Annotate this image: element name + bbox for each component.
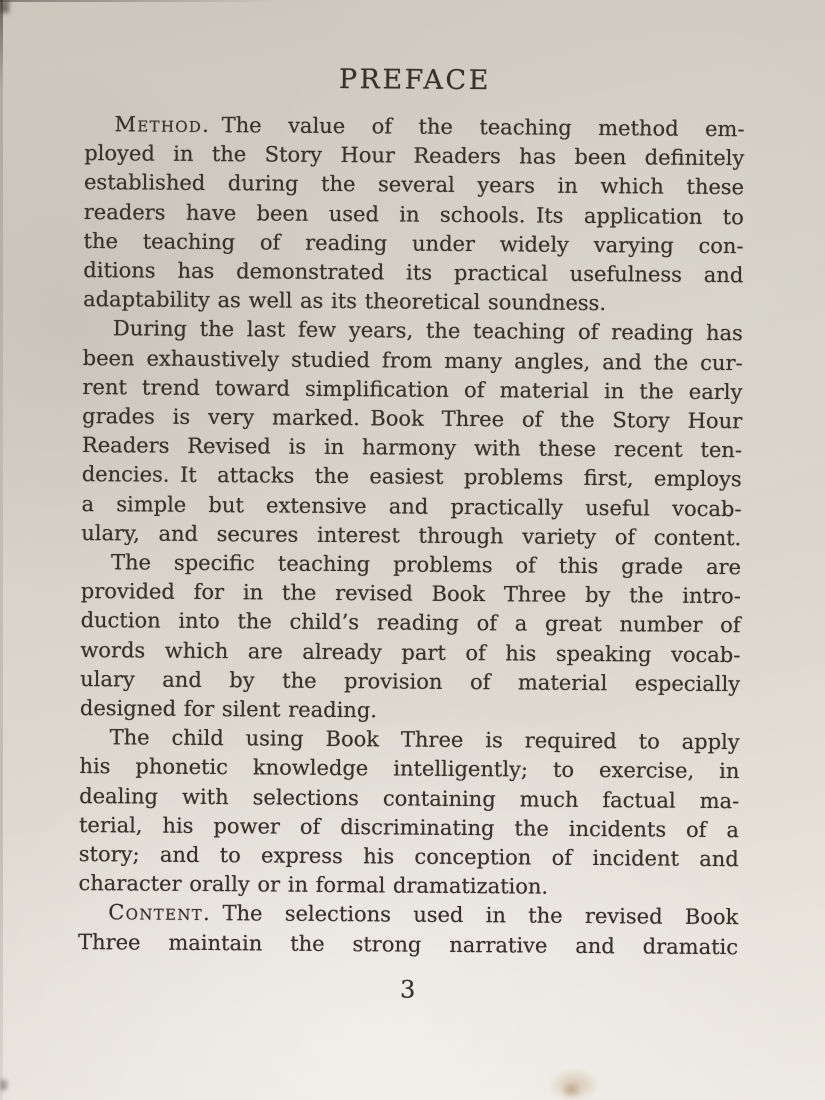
text-line: established during the several years in which these (83, 170, 745, 200)
text-line: ployed in the Story Hour Readers has been definitely (84, 141, 745, 171)
page-content (78, 62, 745, 1006)
page-title: PREFACE (338, 63, 491, 97)
text-line: duction into the child’s reading of a great number of (80, 608, 741, 638)
text-line: ulary, and secures interest through variety of content. (81, 520, 742, 551)
text-line: dencies. It attacks the easiest problems first, employs (81, 462, 742, 492)
text-line: ulary and by the provision of material especially (80, 666, 741, 697)
small-caps-lead: Method. (114, 112, 211, 137)
text-line: been exhaustively studied from many angles, and the cur- (82, 345, 743, 375)
text-line: adaptability as well as its theoretical soundness. (83, 287, 607, 316)
paragraph-content (78, 898, 738, 962)
corner-dark-mark-top-left (0, 0, 9, 13)
text-line: words which are already part of his speaking vocab- (80, 637, 741, 667)
corner-dark-mark-bottom-left (0, 1080, 7, 1090)
paragraph-method (83, 110, 745, 320)
text-line: character orally or in formal dramatization. (78, 871, 549, 899)
text-line (78, 898, 738, 932)
text-line: rent trend toward simplification of material in the early (82, 374, 743, 405)
text-line: story; and to express his conception of incident and (78, 842, 739, 872)
text-line: ditions has demonstrated its practical usefulness and (83, 258, 744, 288)
page-number: 3 (399, 975, 416, 1004)
page-edge-shadow-left (0, 0, 3, 1100)
paper-stain-core (560, 1082, 582, 1098)
text-line: grades is very marked. Book Three of the Story Hour (82, 404, 743, 434)
text-line: Readers Revised is in harmony with these recent ten- (81, 433, 743, 463)
paragraph-specific-problems (80, 548, 741, 728)
text-line: a simple but extensive and practically useful vocab- (81, 491, 742, 521)
text-line: dealing with selections containing much factual ma- (79, 783, 740, 813)
text-line: The specific teaching problems of this grade are (110, 550, 742, 580)
text-line: Three maintain the strong narrative and dramatic (77, 929, 739, 959)
paragraph-child-skills (78, 723, 739, 903)
text-line: provided for in the revised Book Three by the intro- (80, 579, 741, 609)
small-caps-lead: Content. (108, 900, 212, 926)
line-text: The value of the teaching method em- (221, 113, 745, 142)
text-line: terial, his power of discriminating the incidents of a (78, 812, 740, 843)
text-line: designed for silent reading. (79, 696, 378, 723)
preface-body (78, 110, 745, 962)
text-line: The child using Book Three is required to apply (109, 725, 740, 755)
paragraph-trends (81, 314, 743, 553)
line-text: The selections used in the revised Book (222, 901, 739, 930)
text-line: the teaching of reading under widely varying con- (83, 228, 744, 258)
page-edge-shadow-top (0, 0, 281, 2)
text-line: During the last few years, the teaching of reading has (112, 316, 743, 346)
text-line: his phonetic knowledge intelligently; to exercise, in (79, 754, 740, 784)
text-line: readers have been used in schools. Its application to (83, 199, 744, 229)
